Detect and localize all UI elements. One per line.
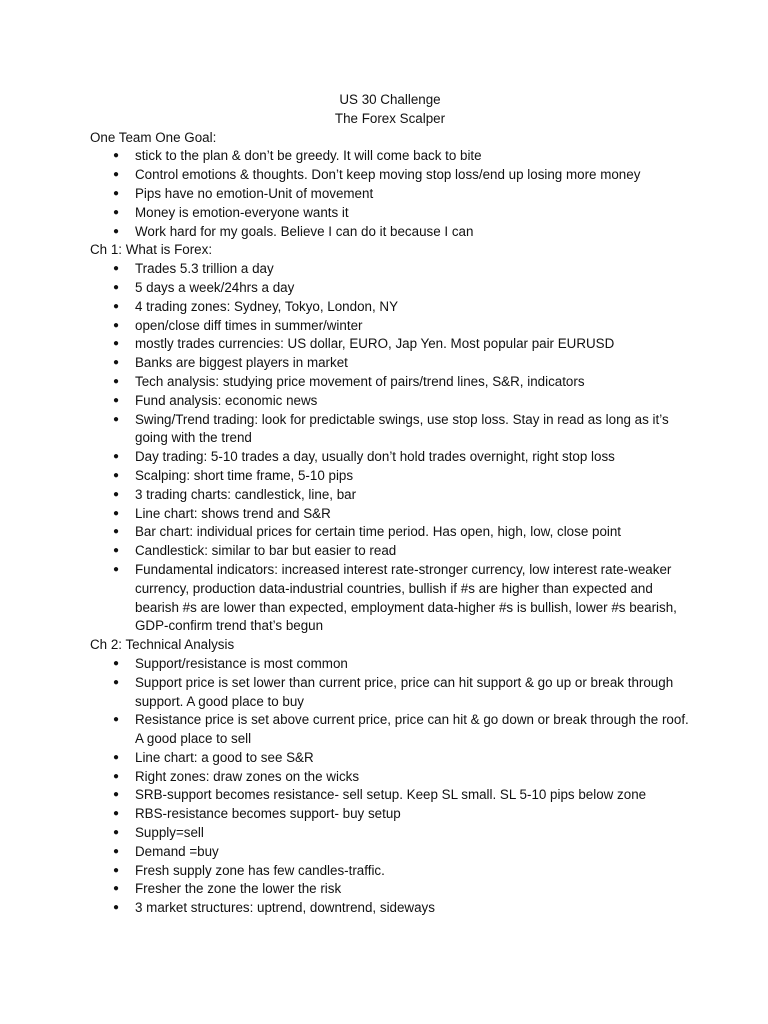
list-item	[90, 373, 690, 392]
bullet-icon: ●	[113, 676, 120, 688]
bullet-icon: ●	[113, 150, 120, 162]
document-title: US 30 Challenge	[339, 92, 441, 107]
list-item-text: Work hard for my goals. Believe I can do it because I can	[135, 223, 474, 239]
bullet-icon: ●	[113, 845, 120, 857]
section-heading-technical-analysis: Ch 2: Technical Analysis	[90, 637, 235, 653]
list-item-text: Line chart: a good to see S&R	[135, 749, 314, 765]
list-item	[90, 486, 690, 505]
list-item-text: Fresher the zone the lower the risk	[135, 881, 342, 897]
bullet-icon: ●	[113, 808, 120, 820]
bullet-icon: ●	[113, 902, 120, 914]
list-item-text: stick to the plan & don’t be greedy. It will come back to bite	[135, 148, 482, 164]
list-item	[90, 899, 690, 918]
document-body	[90, 91, 690, 918]
list-item	[90, 335, 690, 354]
bullet-icon: ●	[113, 357, 120, 369]
list-item-text: Right zones: draw zones on the wicks	[135, 768, 360, 784]
list-item-text: open/close diff times in summer/winter	[135, 317, 363, 333]
list-item-text: Resistance price is set above current price, price can hit & go down or break through the roof. A good place to sell	[135, 712, 689, 747]
list-item-text: Scalping: short time frame, 5-10 pips	[135, 467, 354, 483]
bullet-icon: ●	[113, 864, 120, 876]
list-item	[90, 786, 690, 805]
list-item	[90, 674, 690, 712]
list-item	[90, 354, 690, 373]
document-subtitle: The Forex Scalper	[334, 110, 446, 126]
list-item-text: 4 trading zones: Sydney, Tokyo, London, NY	[135, 298, 399, 314]
list-item-text: Tech analysis: studying price movement of pairs/trend lines, S&R, indicators	[135, 373, 585, 389]
list-item	[90, 411, 690, 449]
list-item	[90, 655, 690, 674]
bullet-icon: ●	[113, 883, 120, 895]
bullet-icon: ●	[113, 488, 120, 500]
bullet-icon: ●	[113, 300, 120, 312]
list-item-text: Bar chart: individual prices for certain time period. Has open, high, low, close point	[135, 524, 622, 540]
bullet-icon: ●	[113, 206, 120, 218]
bullet-icon: ●	[113, 225, 120, 237]
bullet-icon: ●	[113, 714, 120, 726]
bullet-icon: ●	[113, 545, 120, 557]
bullet-icon: ●	[113, 169, 120, 181]
section-list-technical-analysis	[90, 655, 690, 918]
list-item-text: Pips have no emotion-Unit of movement	[135, 185, 374, 201]
list-item	[90, 505, 690, 524]
list-item-text: mostly trades currencies: US dollar, EURO, Jap Yen. Most popular pair EURUSD	[135, 336, 615, 352]
list-item	[90, 185, 690, 204]
list-item-text: 3 trading charts: candlestick, line, bar	[135, 486, 357, 502]
list-item	[90, 749, 690, 768]
list-item-text: Support/resistance is most common	[135, 655, 348, 671]
list-item-text: Trades 5.3 trillion a day	[135, 261, 274, 277]
list-item-text: Swing/Trend trading: look for predictable swings, use stop loss. Stay in read as long as it’s going with the trend	[135, 411, 669, 446]
section-heading-team-goal: One Team One Goal:	[90, 129, 217, 145]
section-list-team-goal	[90, 147, 690, 241]
list-item-text: Supply=sell	[135, 825, 204, 841]
bullet-icon: ●	[113, 563, 120, 575]
list-item-text: Support price is set lower than current price, price can hit support & go up or break through support. A good place to buy	[135, 674, 674, 709]
list-item	[90, 711, 690, 749]
list-item-text: Line chart: shows trend and S&R	[135, 505, 331, 521]
list-item	[90, 862, 690, 881]
list-item	[90, 279, 690, 298]
list-item	[90, 166, 690, 185]
list-item	[90, 561, 690, 636]
list-item-text: SRB-support becomes resistance- sell setup. Keep SL small. SL 5-10 pips below zone	[135, 787, 647, 803]
bullet-icon: ●	[113, 657, 120, 669]
list-item	[90, 880, 690, 899]
list-item	[90, 768, 690, 787]
bullet-icon: ●	[113, 375, 120, 387]
list-item-text: Fundamental indicators: increased interest rate-stronger currency, low interest rate-weaker currency, production data-industrial countries, bullish if #s are higher than expected and bearish #s are lower than expected, employment data-higher #s is bullish, lower #s bearish, GDP-confirm trend that’s begun	[135, 561, 677, 634]
list-item	[90, 824, 690, 843]
list-item-text: Candlestick: similar to bar but easier to read	[135, 543, 397, 559]
list-item-text: Demand =buy	[135, 843, 219, 859]
list-item-text: Fresh supply zone has few candles-traffic.	[135, 862, 385, 878]
list-item-text: 5 days a week/24hrs a day	[135, 279, 295, 295]
bullet-icon: ●	[113, 263, 120, 275]
section-heading-what-is-forex: Ch 1: What is Forex:	[90, 242, 213, 258]
list-item-text: 3 market structures: uptrend, downtrend, sideways	[135, 900, 435, 916]
list-item	[90, 843, 690, 862]
bullet-icon: ●	[113, 451, 120, 463]
bullet-icon: ●	[113, 526, 120, 538]
bullet-icon: ●	[113, 319, 120, 331]
bullet-icon: ●	[113, 469, 120, 481]
bullet-icon: ●	[113, 338, 120, 350]
list-item	[90, 523, 690, 542]
bullet-icon: ●	[113, 394, 120, 406]
section-list-what-is-forex	[90, 260, 690, 636]
list-item	[90, 542, 690, 561]
list-item	[90, 147, 690, 166]
bullet-icon: ●	[113, 751, 120, 763]
bullet-icon: ●	[113, 281, 120, 293]
list-item	[90, 204, 690, 223]
list-item	[90, 467, 690, 486]
bullet-icon: ●	[113, 789, 120, 801]
list-item	[90, 805, 690, 824]
list-item	[90, 223, 690, 242]
list-item-text: RBS-resistance becomes support- buy setup	[135, 806, 401, 822]
bullet-icon: ●	[113, 187, 120, 199]
list-item-text: Day trading: 5-10 trades a day, usually don’t hold trades overnight, right stop loss	[135, 449, 615, 465]
list-item	[90, 392, 690, 411]
list-item-text: Banks are biggest players in market	[135, 355, 348, 371]
bullet-icon: ●	[113, 827, 120, 839]
list-item-text: Money is emotion-everyone wants it	[135, 204, 349, 220]
bullet-icon: ●	[113, 413, 120, 425]
list-item	[90, 260, 690, 279]
bullet-icon: ●	[113, 770, 120, 782]
list-item-text: Fund analysis: economic news	[135, 392, 318, 408]
list-item	[90, 298, 690, 317]
bullet-icon: ●	[113, 507, 120, 519]
list-item	[90, 448, 690, 467]
list-item	[90, 317, 690, 336]
list-item-text: Control emotions & thoughts. Don’t keep moving stop loss/end up losing more money	[135, 167, 641, 183]
